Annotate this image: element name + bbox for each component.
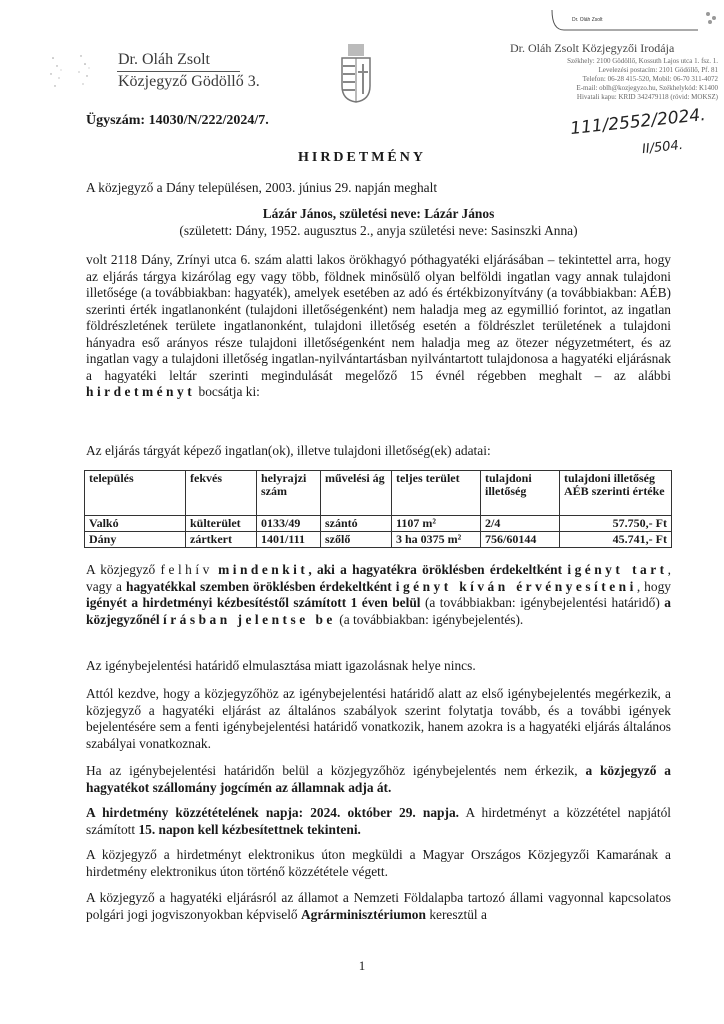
main-paragraph-tail: bocsátja ki:	[198, 384, 260, 399]
cell-hrsz: 0133/49	[257, 516, 321, 532]
deceased-name: Lázár János, születési neve: Lázár János	[262, 206, 495, 221]
property-table	[84, 470, 672, 548]
coat-of-arms-icon	[336, 42, 376, 104]
header-fekves: fekvés	[186, 471, 257, 516]
publication-text: A hirdetményt a közzététel napjától számított	[86, 805, 672, 837]
handwritten-subnumber: II/504.	[641, 137, 684, 158]
cell-aeb-ertek: 45.741,- Ft	[560, 532, 672, 548]
header-muvelesi-ag: művelési ág	[321, 471, 392, 516]
cell-fekves: külterület	[186, 516, 257, 532]
no-claim-bold: a közjegyző a hagyatékot szállomány jogcímén az államnak adja át.	[86, 763, 671, 795]
office-address: Székhely: 2100 Gödöllő, Kossuth Lajos utca 1. fsz. 1.	[567, 57, 718, 65]
page-number: 1	[358, 958, 366, 973]
header-tulajdoni-illetoseg: tulajdoni illetőség	[481, 471, 560, 516]
no-claim-text: Ha az igénybejelentési határidőn belül a közjegyzőhöz igénybejelentés nem érkezik,	[86, 763, 578, 778]
chamber-paragraph: A közjegyző a hirdetményt elektronikus úton megküldi a Magyar Országos Közjegyzői Kamarának a hirdetmény elektronikus úton történő közzététele végett.	[86, 847, 671, 879]
state-tail: keresztül a	[429, 906, 487, 922]
main-paragraph-text: volt 2118 Dány, Zrínyi utca 6. szám alatti lakos örökhagyó póthagyatéki eljárásában – tekintettel arra, hogy az eljárás tárgya kizárólag egy vagy több, földnek minősülő olyan belföldi ingatlan vagy annak tulajdoni illetősége (a továbbiakban: hagyaték), amelyek esetében az adó és értékbizonyítvány (a továbbiakban: AÉB) szerinti érték ingatlanonként (tulajdoni illetőségenként) nem haladja meg az egymillió forintot, az ingatlan földrészletének területe ingatlanonként, tulajdoni illetőség esetén a földrészlet területének a tulajdoni hányadra eső arányos része tulajdoni illetőségenként nem haladja meg az ötezer négyzetmétert, és az ingatlan vagy a tulajdoni illetőség ingatlan-nyilvántartásban nyilvántartott tulajdonosa a hagyatéki eljárásnak a hagyatéki leltár szerinti megindulását megelőző 15 évnél régebben meghalt – az alábbi	[86, 252, 671, 383]
call-text: , hogy	[636, 578, 671, 594]
main-paragraph-emph: hirdetményt	[86, 384, 196, 399]
office-phone: Telefon: 06-28 415-520, Mobil: 06-70 311-4072	[582, 75, 718, 83]
table-row	[85, 532, 672, 548]
main-paragraph	[86, 252, 671, 401]
no-excuse-paragraph: Az igénybejelentési határidő elmulasztása miatt igazolásnak helye nincs.	[86, 658, 476, 673]
cell-fekves: zártkert	[186, 532, 257, 548]
call-bold: hagyatékkal szemben öröklésben érdekeltként	[126, 578, 392, 594]
call-text: , vagy a	[86, 562, 672, 594]
call-bold: a közjegyzőnél	[86, 595, 671, 627]
cell-muvelesi-ag: szántó	[321, 516, 392, 532]
call-emph-mindenkit: mindenkit	[218, 562, 309, 577]
call-emph-irasban: írásban jelentse be	[163, 611, 336, 627]
state-text: A közjegyző a hagyatéki eljárásról az államot a Nemzeti Földalapba tartozó állami vagyonnal kapcsolatos polgári jogi jogviszonyokban képviselő	[86, 890, 671, 922]
cell-teljes-terulet: 3 ha 0375 m²	[392, 532, 481, 548]
header-aeb-ertek: tulajdoni illetőség AÉB szerinti értéke	[560, 471, 672, 516]
office-postal: Levelezési postacím: 2101 Gödöllő, Pf. 81	[598, 66, 718, 74]
publication-paragraph	[86, 805, 671, 838]
seal-speckle-icon	[45, 48, 105, 98]
table-row	[85, 516, 672, 532]
cell-muvelesi-ag: szőlő	[321, 532, 392, 548]
call-emph-igenyt-tart: igényt tart	[567, 562, 668, 577]
office-email: E-mail: oblh@kozjegyzo.hu, Székhelykód: K1400	[576, 84, 718, 92]
call-text: (a továbbiakban: igénybejelentési határidő)	[424, 595, 660, 610]
table-intro: Az eljárás tárgyát képező ingatlan(ok), illetve tulajdoni illetőség(ek) adatai:	[86, 443, 491, 458]
intro-text: A közjegyző a Dány településen, 2003. június 29. napján meghalt	[86, 180, 438, 195]
call-bold-deadline: igényét a hirdetményi kézbesítéstől számított 1 éven belül	[86, 595, 421, 610]
first-claim-paragraph: Attól kezdve, hogy a közjegyzőhöz az igénybejelentési határidő alatt az első igénybejelentés megérkezik, a közjegyző a hagyatéki eljárást az általános szabályok szerint folytatja tovább, és a további igények bejelentésére sem a fenti igénybejelentési határidő vonatkozik, hanem azokra is a hagyatéki eljárás általános szabályai vonatkoznak.	[86, 686, 671, 751]
table-header-row	[85, 471, 672, 516]
cell-teljes-terulet: 1107 m²	[392, 516, 481, 532]
notary-office: Közjegyző Gödöllő 3.	[118, 73, 260, 90]
case-number: Ügyszám: 14030/N/222/2024/7.	[86, 113, 269, 128]
cell-aeb-ertek: 57.750,- Ft	[560, 516, 672, 532]
call-text: A közjegyző	[86, 562, 156, 577]
publication-delivery: 15. napon kell kézbesítettnek tekinteni.	[138, 821, 361, 837]
header-teljes-terulet: teljes terület	[392, 471, 481, 516]
no-claim-paragraph	[86, 763, 671, 796]
cell-telepules: Dány	[85, 532, 186, 548]
cell-tulajdoni-illetoseg: 2/4	[481, 516, 560, 532]
letterhead-divider	[117, 71, 240, 72]
cell-telepules: Valkó	[85, 516, 186, 532]
office-gateway: Hivatali kapu: KRID 342479118 (rövid: MOKSZ)	[576, 93, 718, 101]
stamp-text: Dr. Oláh Zsolt	[572, 17, 603, 23]
notary-name: Dr. Oláh Zsolt	[118, 51, 210, 68]
header-hrsz: helyrajzi szám	[257, 471, 321, 516]
call-text: (a továbbiakban: igénybejelentés).	[339, 611, 524, 627]
call-bold: , aki a hagyatékra öröklésben érdekeltként	[308, 562, 563, 577]
header-telepules: település	[85, 471, 186, 516]
cell-tulajdoni-illetoseg: 756/60144	[481, 532, 560, 548]
deceased-birth: (született: Dány, 1952. augusztus 2., anyja születési neve: Sasinszki Anna)	[179, 223, 578, 238]
call-paragraph	[86, 562, 671, 628]
call-emph-erveny: igényt kíván érvényesíteni	[395, 578, 637, 594]
cell-hrsz: 1401/111	[257, 532, 321, 548]
state-ministry: Agrárminisztériumon	[300, 906, 426, 922]
publication-date: A hirdetmény közzétételének napja: 2024. október 29. napja.	[86, 805, 460, 820]
state-paragraph	[86, 890, 671, 923]
office-title: Dr. Oláh Zsolt Közjegyzői Irodája	[510, 41, 675, 55]
handwritten-registration: 111/2552/2024.	[569, 104, 707, 140]
call-emph-felhiv: felhív	[160, 562, 213, 577]
document-title: HIRDETMÉNY	[297, 150, 426, 165]
